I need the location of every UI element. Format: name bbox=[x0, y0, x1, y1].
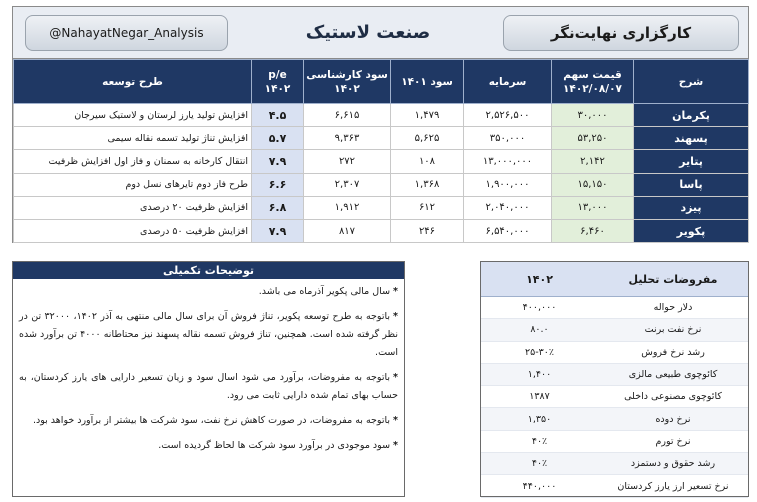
cell-expert-profit: ۱,۹۱۲ bbox=[304, 196, 391, 219]
asterisk-icon: * bbox=[393, 372, 398, 383]
assumption-value: ۱,۳۵۰ bbox=[527, 413, 552, 425]
assumption-value: ۲۵-۳۰٪ bbox=[525, 346, 554, 358]
table-row bbox=[14, 173, 749, 196]
col-header-profit-1401: سود ۱۴۰۱ bbox=[391, 60, 464, 104]
col-header-capital: سرمایه bbox=[464, 60, 552, 104]
assumption-row bbox=[481, 342, 748, 364]
asterisk-icon: * bbox=[393, 415, 398, 426]
assumptions-panel bbox=[480, 261, 749, 497]
note-item bbox=[19, 437, 398, 455]
assumption-value: ۴۰٪ bbox=[531, 435, 548, 447]
cell-capital: ۶,۵۴۰,۰۰۰ bbox=[464, 219, 552, 242]
cell-plan: طرح فاز دوم تایرهای نسل دوم bbox=[14, 173, 252, 196]
cell-price: ۶,۴۶۰ bbox=[552, 219, 634, 242]
note-text: سود موجودی در برآورد سود شرکت ها لحاظ گردیده است. bbox=[158, 440, 391, 451]
assumption-row bbox=[481, 386, 748, 408]
cell-price: ۱۳,۰۰۰ bbox=[552, 196, 634, 219]
note-text: باتوجه به مفروضات، برآورد می شود اسال سود و زیان تسعیر دارایی های یارز کردستان، به حساب بهای تمام شده دارایی ثابت می رود. bbox=[19, 372, 398, 401]
cell-name: پاسا bbox=[634, 173, 749, 196]
cell-capital: ۱,۹۰۰,۰۰۰ bbox=[464, 173, 552, 196]
col-header-plan: طرح توسعه bbox=[14, 60, 252, 104]
summary-panel bbox=[12, 6, 749, 243]
note-text: باتوجه به مفروضات، در صورت کاهش نرخ نفت، سود شرکت ها بیشتر از برآورد خواهد بود. bbox=[32, 415, 391, 426]
col-header-price: قیمت سهم ۱۴۰۲/۰۸/۰۷ bbox=[552, 60, 634, 104]
cell-capital: ۲,۰۴۰,۰۰۰ bbox=[464, 196, 552, 219]
notes-body bbox=[13, 279, 404, 455]
table-row bbox=[14, 219, 749, 242]
assumption-value: ۴۰٪ bbox=[531, 458, 548, 470]
assumption-label: دلار حواله bbox=[653, 302, 693, 314]
col-header-pe: p/e ۱۴۰۲ bbox=[252, 60, 304, 104]
assumption-row bbox=[481, 408, 748, 430]
cell-name: پیزد bbox=[634, 196, 749, 219]
note-item bbox=[19, 308, 398, 362]
notes-panel bbox=[12, 261, 405, 497]
companies-table bbox=[13, 59, 749, 243]
cell-capital: ۳۵۰,۰۰۰ bbox=[464, 127, 552, 150]
assumption-label: نرخ دوده bbox=[655, 413, 691, 425]
assumption-label: کائوچوی طبیعی مالزی bbox=[628, 369, 718, 381]
cell-pe: ۶.۸ bbox=[252, 196, 304, 219]
cell-price: ۲,۱۴۲ bbox=[552, 150, 634, 173]
table-row bbox=[14, 150, 749, 173]
note-text: باتوجه به طرح توسعه پکویر، تناژ فروش آن برای سال مالی منتهی به آذر ۱۴۰۲، ۳۲۰۰۰ تن در نظر گرفته شده است. همچنین، تناژ فروش تسمه نقاله پسهند نیز محتاطانه ۴۰۰۰ تن برآورد شده است. bbox=[19, 311, 398, 358]
note-item bbox=[19, 369, 398, 405]
cell-profit-1401: ۶۱۲ bbox=[391, 196, 464, 219]
cell-price: ۵۳,۲۵۰ bbox=[552, 127, 634, 150]
assumption-label: رشد نرخ فروش bbox=[641, 346, 705, 358]
assumptions-title: مفروضات تحلیل bbox=[628, 272, 718, 286]
assumptions-year: ۱۴۰۲ bbox=[526, 272, 553, 286]
broker-name: کارگزاری نهایت‌نگر bbox=[503, 15, 739, 51]
assumptions-header bbox=[481, 262, 748, 297]
cell-expert-profit: ۸۱۷ bbox=[304, 219, 391, 242]
page-title: صنعت لاستیک bbox=[305, 22, 431, 43]
cell-expert-profit: ۲,۳۰۷ bbox=[304, 173, 391, 196]
cell-plan: افزایش تناژ تولید تسمه نقاله سیمی bbox=[14, 127, 252, 150]
table-row bbox=[14, 196, 749, 219]
asterisk-icon: * bbox=[393, 311, 398, 322]
asterisk-icon: * bbox=[393, 286, 398, 297]
cell-pe: ۵.۷ bbox=[252, 127, 304, 150]
assumption-row bbox=[481, 475, 748, 497]
assumption-label: نرخ نفت برنت bbox=[644, 324, 702, 336]
assumption-row bbox=[481, 453, 748, 475]
cell-expert-profit: ۲۷۲ bbox=[304, 150, 391, 173]
asterisk-icon: * bbox=[393, 440, 398, 451]
cell-pe: ۴.۵ bbox=[252, 104, 304, 127]
note-text: سال مالی پکویر آذرماه می باشد. bbox=[258, 286, 391, 297]
cell-expert-profit: ۶,۶۱۵ bbox=[304, 104, 391, 127]
cell-capital: ۲,۵۲۶,۵۰۰ bbox=[464, 104, 552, 127]
notes-title: توضیحات تکمیلی bbox=[13, 262, 404, 279]
cell-plan: افزایش ظرفیت ۵۰ درصدی bbox=[14, 219, 252, 242]
cell-profit-1401: ۱,۳۶۸ bbox=[391, 173, 464, 196]
channel-handle: @NahayatNegar_Analysis bbox=[25, 15, 228, 51]
note-item bbox=[19, 412, 398, 430]
cell-pe: ۷.۹ bbox=[252, 219, 304, 242]
col-header-expert-profit: سود کارشناسی ۱۴۰۲ bbox=[304, 60, 391, 104]
cell-plan: افزایش ظرفیت ۲۰ درصدی bbox=[14, 196, 252, 219]
cell-name: پکویر bbox=[634, 219, 749, 242]
header-band bbox=[13, 7, 748, 59]
cell-price: ۱۵,۱۵۰ bbox=[552, 173, 634, 196]
cell-plan: افزایش تولید یارز لرستان و لاستیک سیرجان bbox=[14, 104, 252, 127]
assumption-label: نرخ تسعیر ارز یارز کردستان bbox=[617, 480, 729, 492]
cell-name: پسهند bbox=[634, 127, 749, 150]
assumption-value: ۴۴۰,۰۰۰ bbox=[522, 480, 557, 492]
cell-price: ۳۰,۰۰۰ bbox=[552, 104, 634, 127]
col-header-name: شرح bbox=[634, 60, 749, 104]
cell-name: پتایر bbox=[634, 150, 749, 173]
cell-pe: ۶.۶ bbox=[252, 173, 304, 196]
cell-profit-1401: ۱۰۸ bbox=[391, 150, 464, 173]
table-header-row bbox=[14, 60, 749, 104]
assumption-row bbox=[481, 319, 748, 341]
table-row bbox=[14, 104, 749, 127]
assumption-row bbox=[481, 297, 748, 319]
assumption-row bbox=[481, 431, 748, 453]
cell-plan: انتقال کارخانه به سمنان و فاز اول افزایش ظرفیت bbox=[14, 150, 252, 173]
assumption-value: ۱۳۸۷ bbox=[529, 391, 550, 403]
cell-name: پکرمان bbox=[634, 104, 749, 127]
cell-profit-1401: ۱,۴۷۹ bbox=[391, 104, 464, 127]
assumption-label: کائوچوی مصنوعی داخلی bbox=[624, 391, 722, 403]
cell-profit-1401: ۵,۶۲۵ bbox=[391, 127, 464, 150]
cell-pe: ۷.۹ bbox=[252, 150, 304, 173]
assumption-value: ۱,۴۰۰ bbox=[527, 369, 552, 381]
note-item bbox=[19, 283, 398, 301]
assumptions-list bbox=[481, 297, 748, 498]
assumption-value: ۴۰۰,۰۰۰ bbox=[522, 302, 557, 314]
assumption-value: ۸۰.۰ bbox=[530, 324, 549, 336]
cell-profit-1401: ۲۴۶ bbox=[391, 219, 464, 242]
table-row bbox=[14, 127, 749, 150]
assumption-label: رشد حقوق و دستمزد bbox=[630, 458, 716, 470]
assumption-row bbox=[481, 364, 748, 386]
cell-capital: ۱۳,۰۰۰,۰۰۰ bbox=[464, 150, 552, 173]
cell-expert-profit: ۹,۳۶۳ bbox=[304, 127, 391, 150]
assumption-label: نرخ تورم bbox=[655, 435, 691, 447]
